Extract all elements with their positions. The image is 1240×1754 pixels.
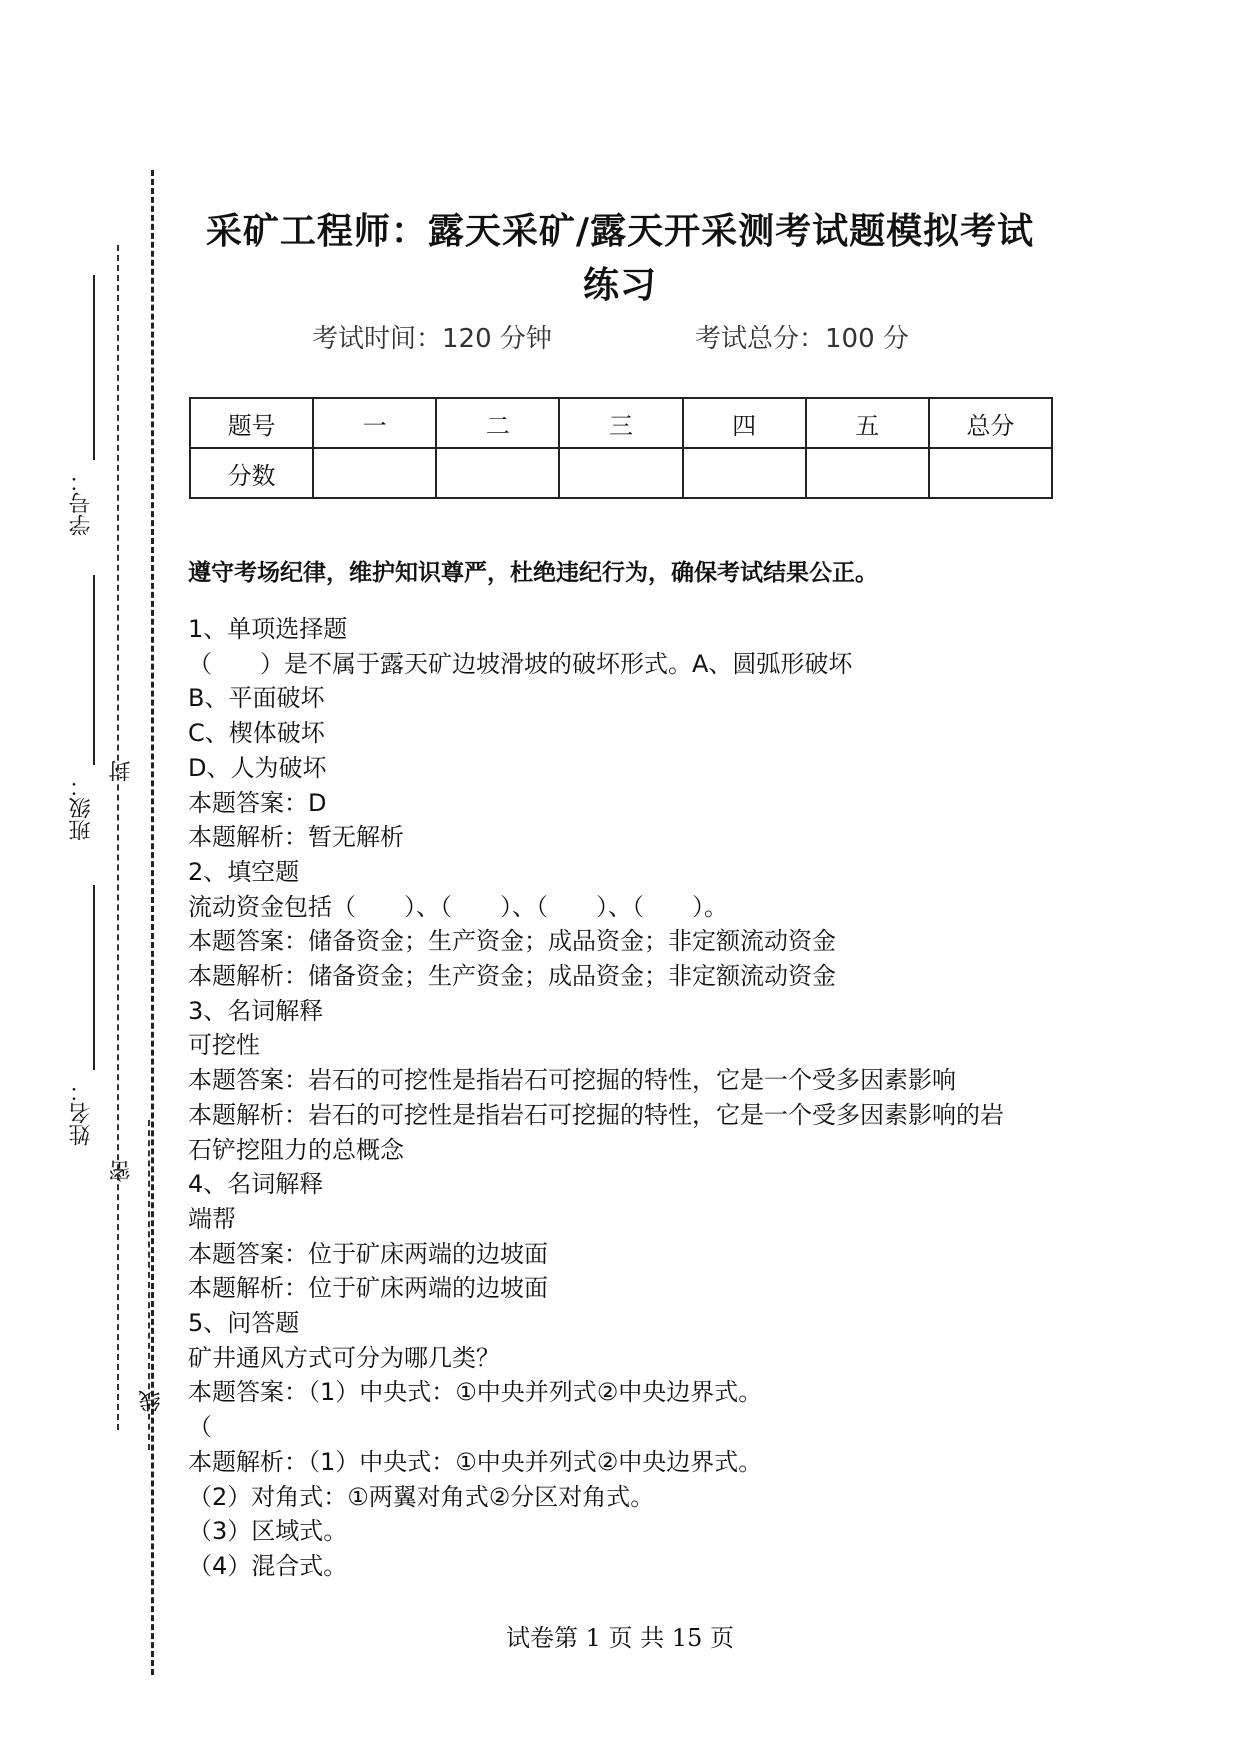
text-line: 本题解析：暂无解析: [188, 823, 404, 852]
text-line: 本题答案：岩石的可挖性是指岩石可挖掘的特性，它是一个受多因素影响: [188, 1066, 956, 1095]
seal-xian: 线: [139, 1390, 164, 1412]
seal-feng: 封: [109, 760, 134, 782]
header-cell: 五: [806, 398, 929, 448]
header-cell: 题号: [190, 398, 313, 448]
text-line: B、平面破坏: [188, 684, 325, 713]
score-table-score-row: [190, 448, 1052, 498]
exam-time: 考试时间：120 分钟: [312, 324, 552, 354]
seal-mi: 密: [109, 1160, 134, 1182]
score-cell[interactable]: [929, 448, 1052, 498]
name-field[interactable]: [93, 885, 95, 1070]
binding-dashed-line-inner: [117, 245, 119, 1430]
text-line: 端帮: [188, 1204, 236, 1233]
text-line: 本题解析：位于矿床两端的边坡面: [188, 1274, 548, 1303]
score-cell[interactable]: [436, 448, 559, 498]
text-line: C、楔体破坏: [188, 719, 325, 748]
text-line: 本题答案：位于矿床两端的边坡面: [188, 1239, 548, 1268]
student-id-label: 学号：: [69, 470, 94, 536]
score-table: [189, 397, 1053, 499]
text-line: （ ）是不属于露天矿边坡滑坡的破坏形式。A、圆弧形破坏: [188, 649, 853, 678]
text-line: 4、名词解释: [188, 1170, 324, 1199]
text-line: 石铲挖阻力的总概念: [188, 1135, 404, 1164]
text-line: 矿井通风方式可分为哪几类？: [188, 1343, 500, 1372]
class-label: 班级：: [69, 775, 94, 841]
name-label: 姓名：: [69, 1080, 94, 1146]
binding-dashed-line: [151, 170, 154, 1675]
text-line: （4）混合式。: [188, 1551, 348, 1580]
text-line: 3、名词解释: [188, 996, 324, 1025]
text-line: 本题解析：岩石的可挖性是指岩石可挖掘的特性，它是一个受多因素影响的岩: [188, 1100, 1004, 1129]
score-cell[interactable]: [559, 448, 682, 498]
header-cell: 一: [313, 398, 436, 448]
text-line: （: [188, 1413, 212, 1442]
header-cell: 二: [436, 398, 559, 448]
exam-notice: 遵守考场纪律，维护知识尊严，杜绝违纪行为，确保考试结果公正。: [188, 560, 878, 586]
header-cell: 三: [559, 398, 682, 448]
question-body: [188, 612, 1068, 1584]
text-line: 本题解析：储备资金；生产资金；成品资金；非定额流动资金: [188, 962, 836, 991]
header-cell: 总分: [929, 398, 1052, 448]
class-field[interactable]: [93, 575, 95, 765]
text-line: 流动资金包括（ ）、（ ）、（ ）、（ ）。: [188, 892, 728, 921]
text-line: 1、单项选择题: [188, 615, 348, 643]
text-line: D、人为破坏: [188, 753, 327, 782]
text-line: 可挖性: [188, 1031, 260, 1060]
score-row-label: 分数: [190, 448, 313, 498]
text-line: 2、填空题: [188, 857, 300, 886]
score-cell[interactable]: [683, 448, 806, 498]
score-cell[interactable]: [313, 448, 436, 498]
text-line: 本题答案：（1）中央式：①中央并列式②中央边界式。: [188, 1378, 763, 1407]
text-line: 本题解析：（1）中央式：①中央并列式②中央边界式。: [188, 1447, 763, 1476]
text-line: （3）区域式。: [188, 1517, 348, 1546]
exam-total: 考试总分：100 分: [695, 324, 909, 354]
exam-title: 采矿工程师：露天采矿/露天开采测考试题模拟考试练习: [205, 211, 1035, 306]
text-line: 本题答案：D: [188, 788, 327, 817]
score-cell[interactable]: [806, 448, 929, 498]
score-table-header-row: [190, 398, 1052, 448]
text-line: 5、问答题: [188, 1309, 300, 1338]
page-footer: 试卷第 1 页 共 15 页: [506, 1624, 734, 1652]
text-line: （2）对角式：①两翼对角式②分区对角式。: [188, 1482, 655, 1511]
student-id-field[interactable]: [93, 275, 95, 460]
header-cell: 四: [683, 398, 806, 448]
text-line: 本题答案：储备资金；生产资金；成品资金；非定额流动资金: [188, 927, 836, 956]
